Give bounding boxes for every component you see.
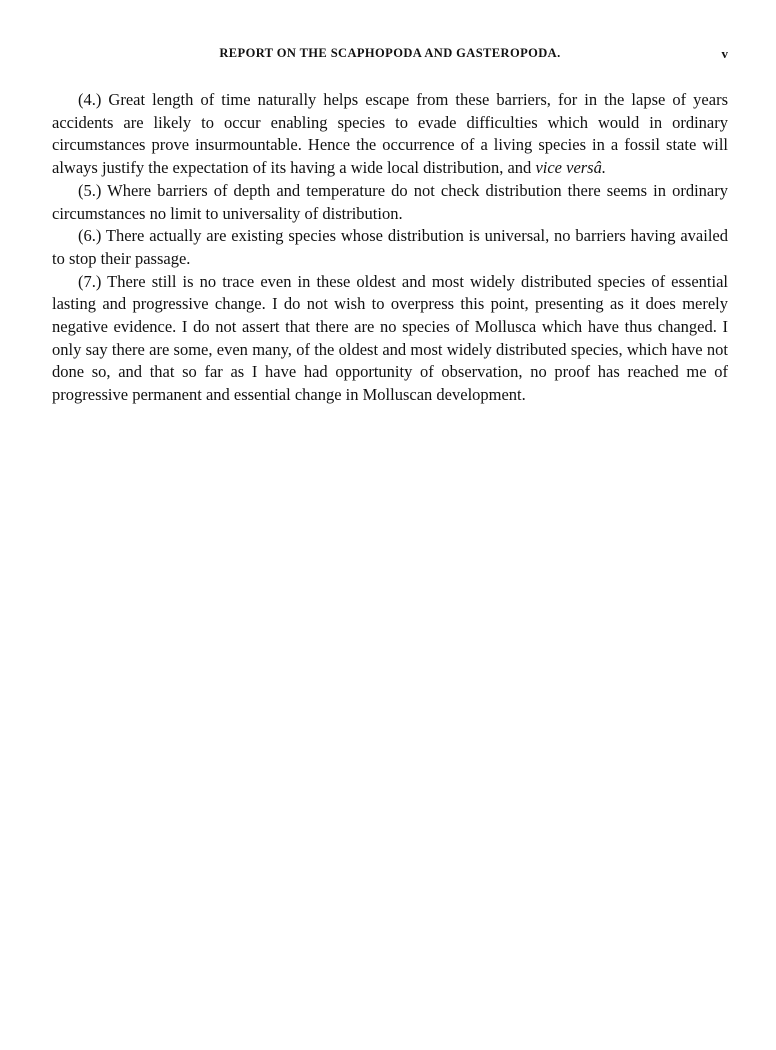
page-number: v bbox=[721, 46, 728, 61]
body-text bbox=[52, 89, 728, 407]
page-header bbox=[52, 46, 728, 66]
paragraph-4-text: (4.) Great length of time naturally helps escape from these barriers, for in the lapse of years accidents are likely to occur enabling species to evade difficulties which would in ordinary circumstances prove insurmountable. Hence the occurrence of a living species in a fossil state will always justify the expectation of its having a wide local distribution, and bbox=[52, 90, 728, 178]
paragraph-6: (6.) There actually are existing species whose distribution is universal, no barriers having availed to stop their passage. bbox=[52, 226, 728, 268]
paragraph-4-italic: vice versâ. bbox=[535, 158, 606, 178]
running-title: REPORT ON THE SCAPHOPODA AND GASTEROPODA. bbox=[219, 46, 561, 60]
paragraph-5: (5.) Where barriers of depth and temperature do not check distribution there seems in ordinary circumstances no limit to universality of distribution. bbox=[52, 180, 728, 223]
paragraph-7: (7.) There still is no trace even in these oldest and most widely distributed species of essential lasting and progressive change. I do not wish to overpress this point, presenting as it does merely negative evidence. I do not assert that there are no species of Mollusca which have thus changed. I only say there are some, even many, of the oldest and most widely distributed species, which have not done so, and that so far as I have had opportunity of observation, no proof has reached me of progressive permanent and essential change in Molluscan development. bbox=[52, 271, 728, 405]
paragraph-4 bbox=[52, 89, 728, 180]
